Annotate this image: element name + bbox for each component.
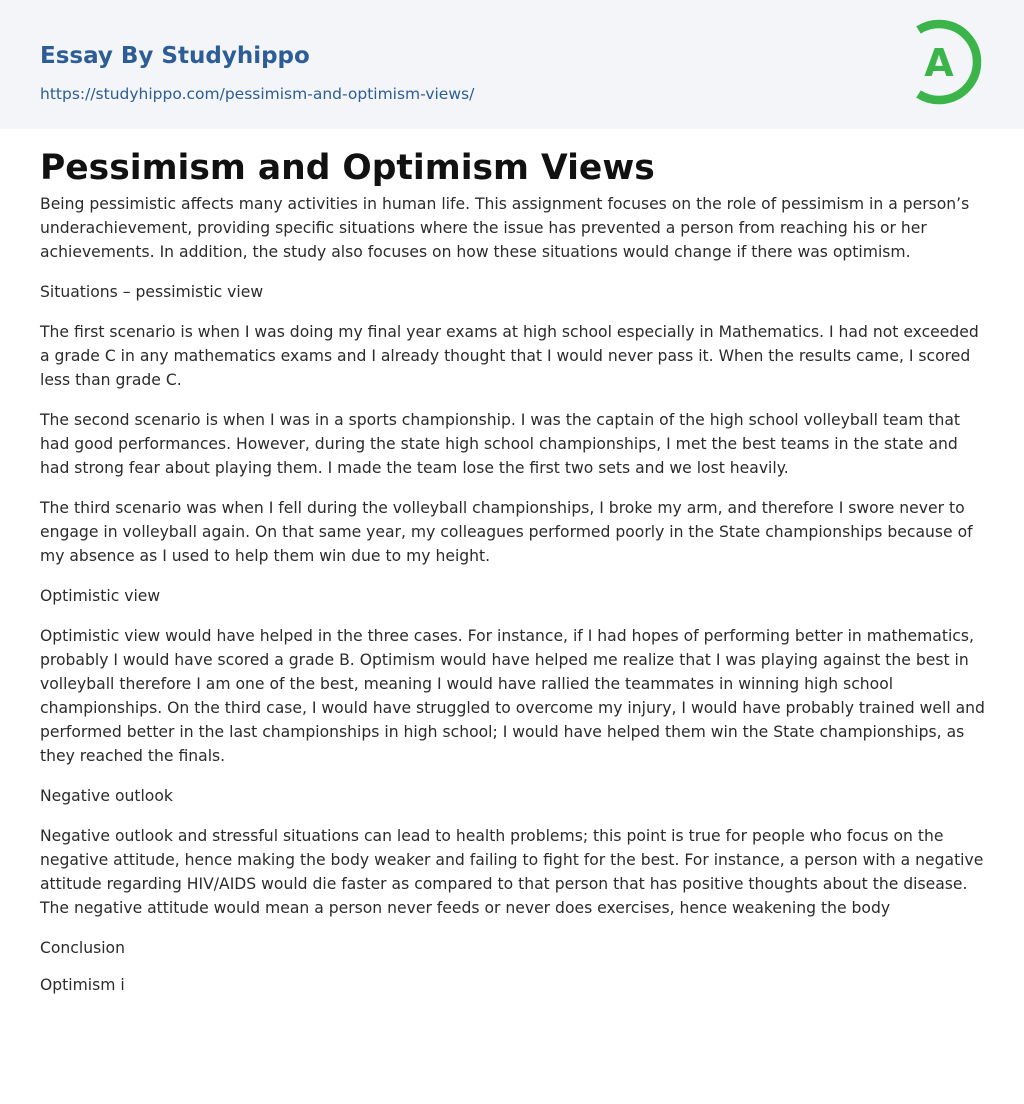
paragraph-optimistic-view: Optimistic view would have helped in the three cases. For instance, if I had hopes of performing better in mathematics, probably I would have scored a grade B. Optimism would have helped me realize that I was playing against the best in volleyball therefore I am one of the best, meaning I would have rallied the teammates in winning high school championships. On the third case, I would have struggled to overcome my injury, I would have probably trained well and performed better in the last championships in high school; I would have helped them win the State championships, as they reached the finals. — [40, 627, 985, 765]
logo-letter: A — [924, 41, 954, 85]
site-header — [0, 0, 1024, 129]
section-heading-optimistic: Optimistic view — [40, 587, 161, 605]
page-title: Pessimism and Optimism Views — [40, 148, 655, 188]
paragraph-second-scenario: The second scenario is when I was in a sports championship. I was the captain of the high school volleyball team that had good performances. However, during the state high school championships, I met the best teams in the state and had strong fear about playing them. I made the team lose the first two sets and we lost heavily. — [40, 411, 961, 477]
section-heading-negative: Negative outlook — [40, 787, 173, 805]
paragraph-intro: Being pessimistic affects many activities in human life. This assignment focuses on the role of pessimism in a person’s underachievement, providing specific situations where the issue has prevented a person from reaching his or her achievements. In addition, the study also focuses on how these situations would change if there was optimism. — [40, 195, 970, 261]
article-body — [40, 192, 986, 997]
studyhippo-logo-icon[interactable] — [908, 16, 990, 108]
section-heading-pessimistic: Situations – pessimistic view — [40, 283, 264, 301]
paragraph-first-scenario: The first scenario is when I was doing my final year exams at high school especially in Mathematics. I had not exceeded a grade C in any mathematics exams and I already thought that I would never pass it. When the results came, I scored less than grade C. — [40, 323, 979, 389]
paragraph-third-scenario: The third scenario was when I fell during the volleyball championships, I broke my arm, and therefore I swore never to engage in volleyball again. On that same year, my colleagues performed poorly in the State championships because of my absence as I used to help them win due to my height. — [40, 499, 973, 565]
paragraph-negative-outlook: Negative outlook and stressful situations can lead to health problems; this point is true for people who focus on the negative attitude, hence making the body weaker and failing to fight for the best. For instance, a person with a negative attitude regarding HIV/AIDS would die faster as compared to that person that has positive thoughts about the disease. The negative attitude would mean a person never feeds or never does exercises, hence weakening the body — [40, 827, 984, 917]
article — [40, 144, 986, 1013]
section-heading-conclusion: Conclusion — [40, 939, 125, 957]
paragraph-conclusion-truncated: Optimism i — [40, 976, 125, 994]
brand-title[interactable]: Essay By Studyhippo — [40, 43, 310, 69]
source-url-link[interactable]: https://studyhippo.com/pessimism-and-optimism-views/ — [40, 85, 475, 103]
